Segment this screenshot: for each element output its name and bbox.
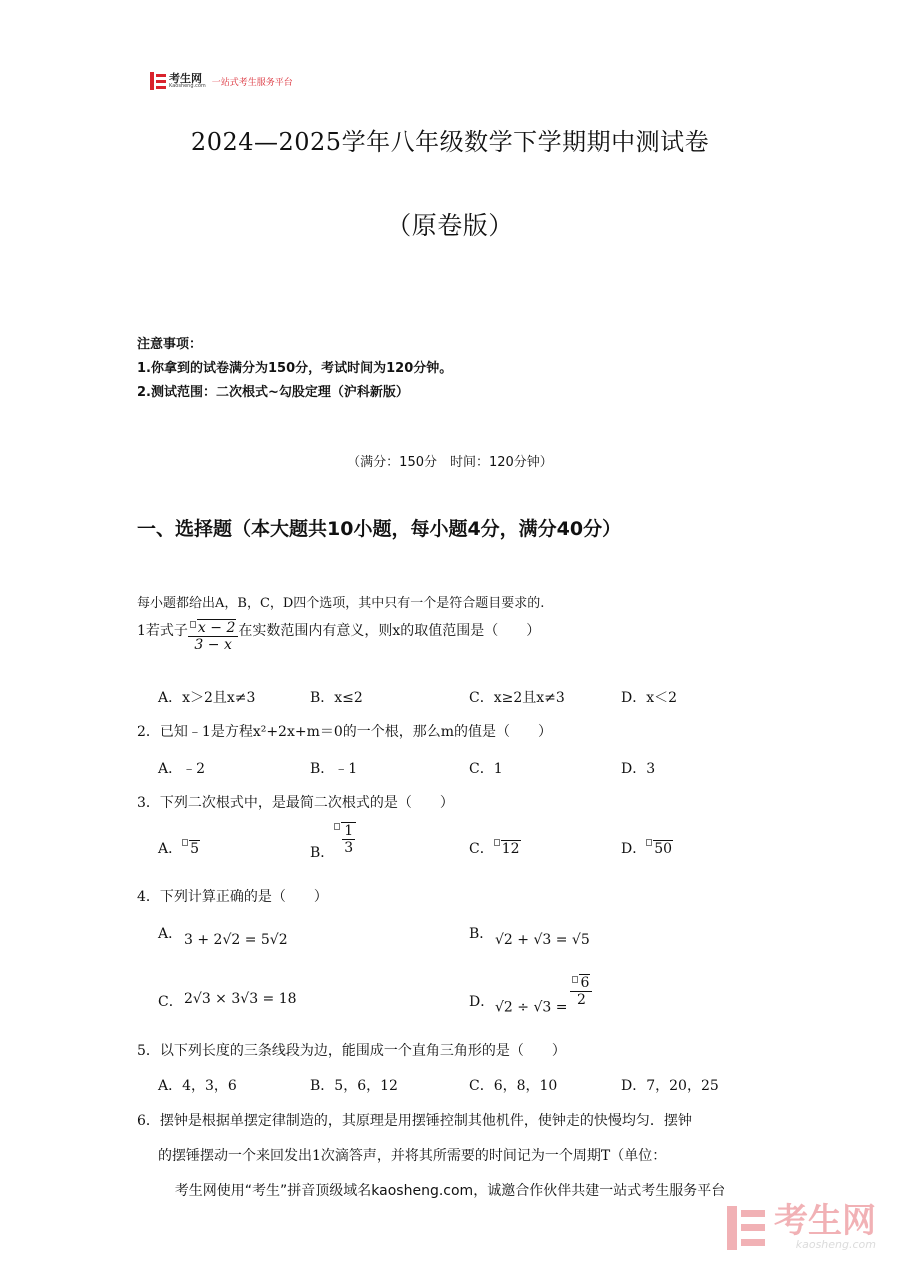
q4-option-c-label: C．: [158, 994, 183, 1010]
q1-prefix: 1若式子: [137, 623, 188, 639]
q1-option-d: D．x＜2: [621, 690, 678, 706]
notice-item-1: 1.你拿到的试卷满分为150分，考试时间为120分钟。: [137, 361, 453, 376]
q2-option-b: B．﹣1: [310, 761, 358, 777]
q4-option-d: √2 ÷ √3 = $\frac{6}{2}$: [495, 975, 592, 1016]
q4-option-a: 3 + 2√2 = 5√2: [184, 932, 288, 948]
q2-option-c: C．1: [469, 761, 503, 777]
watermark-domain: kaosheng.com: [795, 1238, 876, 1251]
radical-icon: [334, 823, 340, 830]
logo-name: 考生网: [169, 72, 202, 85]
question-6-line-1: 6．摆钟是根据单摆定律制造的，其原理是用摆锤控制其他机件，使钟走的快慢均匀．摆钟: [137, 1113, 692, 1129]
q4-option-a-label: A．: [158, 926, 183, 942]
q4-option-b-label: B．: [469, 926, 494, 942]
q4-option-c: 2√3 × 3√3 = 18: [184, 991, 297, 1007]
radical-icon: [646, 839, 652, 846]
notice-heading: 注意事项：: [137, 337, 203, 352]
footer-text: 考生网使用“考生”拼音顶级域名kaosheng.com，诚邀合作伙伴共建一站式考生服务平台: [174, 1183, 726, 1199]
instruction-text: 每小题都给出A，B，C，D四个选项，其中只有一个是符合题目要求的.: [137, 596, 545, 611]
q4-option-b: √2 + √3 = √5: [495, 932, 590, 948]
q3-option-c: C． 12: [469, 841, 520, 857]
notice-item-2: 2.测试范围：二次根式~勾股定理（沪科新版）: [137, 385, 409, 400]
section-heading: 一、选择题（本大题共10小题，每小题4分，满分40分）: [137, 518, 622, 540]
q5-option-c: C．6，8，10: [469, 1078, 558, 1094]
q5-option-d: D．7，20，25: [621, 1078, 719, 1094]
logo-domain: Kaosheng.com: [169, 83, 206, 89]
watermark-logo-icon: [727, 1206, 765, 1250]
document-subtitle: （原卷版）: [386, 211, 514, 240]
question-1: [137, 620, 540, 653]
header-slogan: 一站式考生服务平台: [211, 77, 293, 88]
question-5: 5．以下列长度的三条线段为边，能围成一个直角三角形的是（ ）: [137, 1043, 566, 1059]
q1-option-b: B．x≤2: [310, 690, 363, 706]
q1-suffix: 在实数范围内有意义，则x的取值范围是（ ）: [238, 623, 541, 639]
radical-icon: [572, 976, 578, 983]
q5-option-b: B．5，6，12: [310, 1078, 398, 1094]
q3-option-b: B． $\frac{1}{3}$: [310, 822, 356, 862]
question-4: 4．下列计算正确的是（ ）: [137, 889, 328, 905]
q4-option-d-label: D．: [469, 994, 495, 1010]
q3-option-d: D． 50: [621, 841, 673, 857]
question-6-line-2: 的摆锤摆动一个来回发出1次滴答声，并将其所需要的时间记为一个周期T（单位：: [158, 1148, 667, 1164]
q1-denominator: 3 − x: [194, 637, 232, 653]
radical-icon: [190, 621, 196, 628]
watermark-text: 考生网: [774, 1201, 876, 1241]
q1-option-c: C．x≥2且x≠3: [469, 690, 565, 706]
q2-option-d: D．3: [621, 761, 656, 777]
radical-icon: [182, 839, 188, 846]
radical-icon: [494, 839, 500, 846]
kaosheng-logo-icon: [150, 72, 166, 90]
q1-numerator: x − 2: [197, 620, 236, 636]
q1-fraction: [188, 620, 238, 653]
watermark: [727, 1201, 876, 1251]
document-title: 2024—2025学年八年级数学下学期期中测试卷: [190, 128, 710, 156]
question-2: 2．已知﹣1是方程x²+2x+m＝0的一个根，那么m的值是（ ）: [137, 724, 553, 740]
question-3: 3．下列二次根式中，是最简二次根式的是（ ）: [137, 795, 454, 811]
header-logo: [150, 72, 293, 90]
q1-option-a: A．x＞2且x≠3: [158, 690, 256, 706]
q2-option-a: A．﹣2: [158, 761, 206, 777]
q5-option-a: A．4，3，6: [158, 1078, 237, 1094]
q3-option-a: A． 5: [158, 841, 200, 857]
exam-meta: （满分：150分 时间：120分钟）: [347, 455, 553, 470]
